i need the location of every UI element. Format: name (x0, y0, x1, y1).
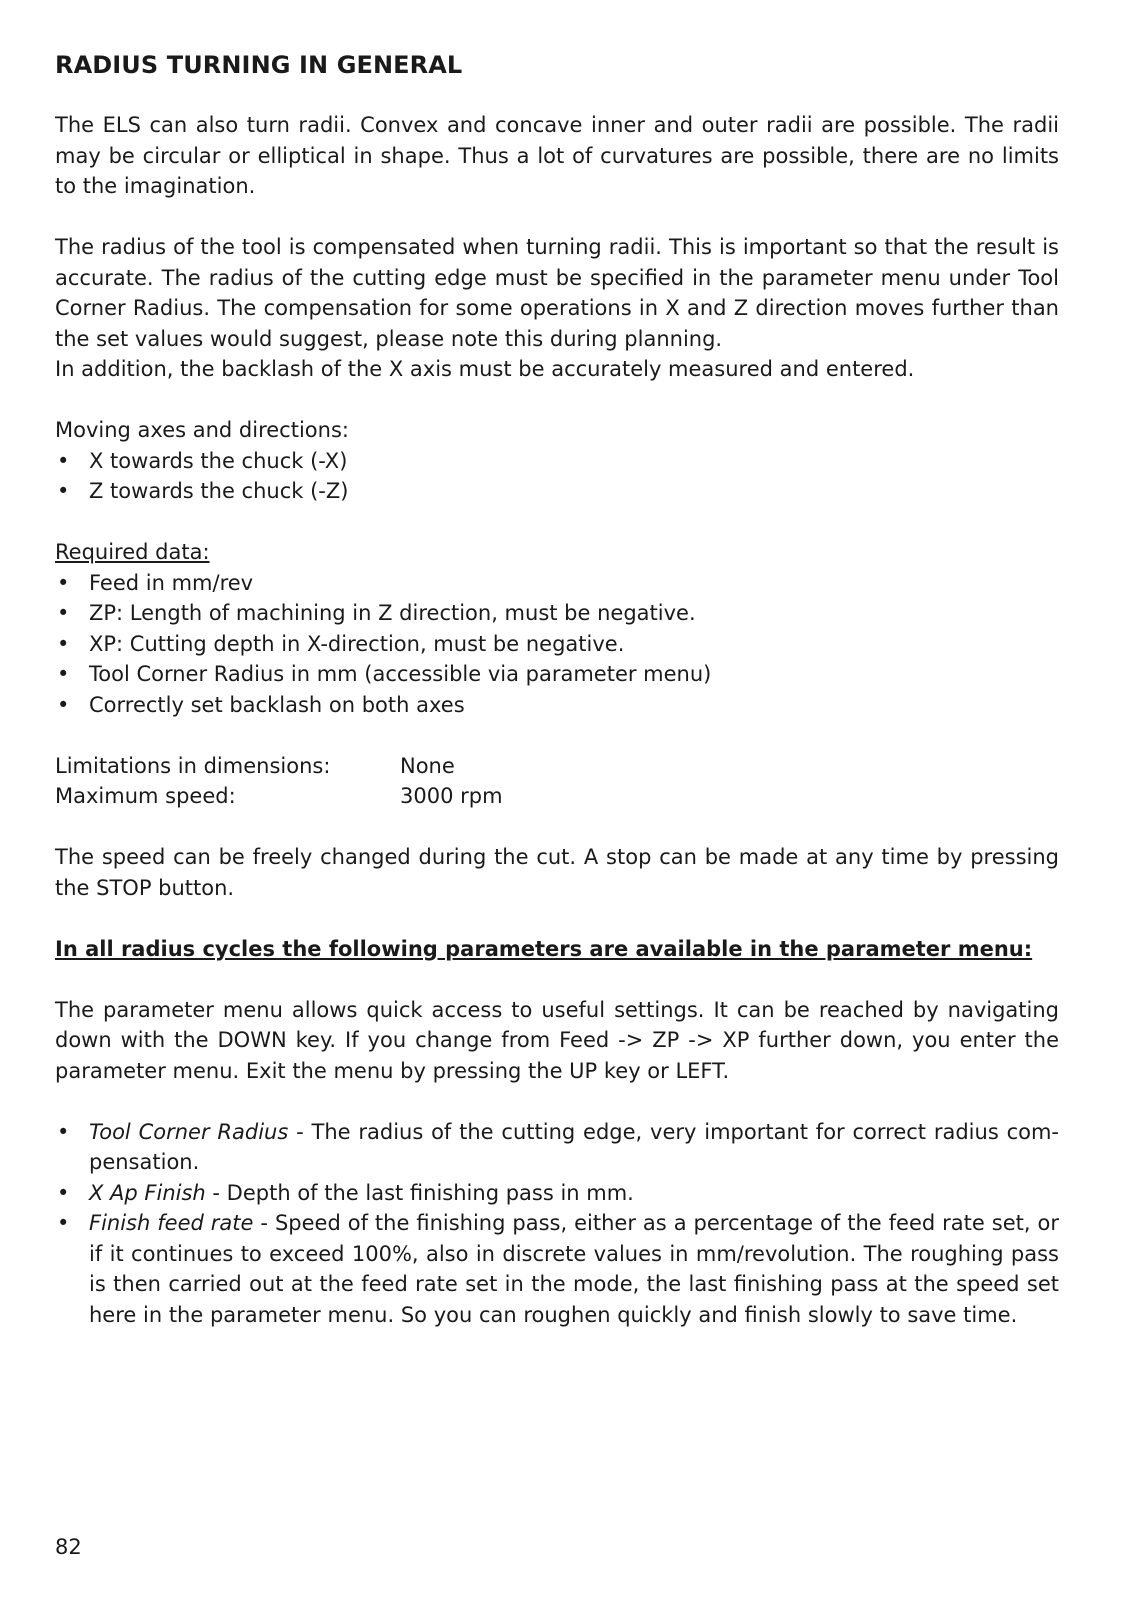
required-data-list (55, 568, 1059, 721)
list-item-text: ZP: Length of machining in Z direction, must be negative. (89, 601, 696, 625)
max-speed-label: Maximum speed: (55, 784, 236, 808)
list-item-text: XP: Cutting depth in X-direction, must be negative. (89, 631, 625, 656)
parameter-menu-paragraph: The parameter menu allows quick access to useful settings. It can be reached by navigating down with the DOWN key. If you change from Feed -> ZP -> XP further down, you enter the parameter menu. Exit the menu by pressing the UP key or LEFT. (55, 997, 1059, 1083)
spacer (55, 1086, 1059, 1117)
list-item (55, 629, 1059, 660)
spacer (55, 903, 1059, 934)
parameter-section-heading: In all radius cycles the following parameters are available in the parameter menu: (55, 936, 1033, 961)
list-item (55, 476, 1059, 507)
bullet-icon: • (57, 601, 70, 625)
parameter-name: X Ap Finish (89, 1180, 206, 1205)
page-title: RADIUS TURNING IN GENERAL (55, 51, 463, 79)
bullet-icon: • (57, 570, 70, 595)
spacer (55, 720, 1059, 751)
page-number: 82 (55, 1535, 82, 1559)
list-item (55, 598, 1059, 629)
moving-axes-heading: Moving axes and directions: (55, 418, 349, 442)
bullet-icon: • (57, 692, 70, 717)
speed-paragraph: The speed can be freely changed during the cut. A stop can be made at any time by pressing the STOP button. (55, 845, 1059, 900)
limits-row (55, 751, 1059, 782)
limits-label: Limitations in dimensions: (55, 753, 331, 778)
parameter-item (55, 1208, 1059, 1330)
list-item (55, 568, 1059, 599)
max-speed-value: 3000 rpm (400, 784, 503, 808)
list-item-text: Feed in mm/rev (89, 570, 254, 595)
parameter-name: Finish feed rate (89, 1211, 254, 1235)
bullet-icon: • (57, 1211, 70, 1235)
max-speed-row (55, 781, 1059, 812)
bullet-icon: • (57, 448, 70, 473)
spacer (55, 812, 1059, 843)
spacer (55, 202, 1059, 233)
list-item (55, 690, 1059, 721)
bullet-icon: • (57, 1119, 70, 1144)
limits-value: None (400, 753, 455, 778)
document-page (55, 48, 1059, 1330)
intro-paragraph: The ELS can also turn radii. Convex and concave inner and outer radii are possible. The radii may be circular or elliptical in shape. Thus a lot of curvatures are possible, there are no limits to the imagination. (55, 113, 1059, 198)
spacer (55, 507, 1059, 538)
compensation-paragraph: The radius of the tool is compensated when turning radii. This is important so that the result is accurate. The radius of the cutting edge must be specified in the parameter menu under Tool Corner Radius. The compensation for some operations in X and Z direction moves further than the set values would suggest, please note this during planning. (55, 235, 1059, 351)
required-data-heading: Required data: (55, 540, 210, 564)
bullet-icon: • (57, 662, 70, 686)
spacer (55, 964, 1059, 995)
list-item (55, 659, 1059, 690)
parameter-item (55, 1117, 1059, 1178)
bullet-icon: • (57, 631, 70, 656)
parameter-item (55, 1178, 1059, 1209)
parameter-desc: - The radius of the cutting edge, very important for correct radius com-pensation. (89, 1119, 1060, 1174)
parameter-list (55, 1117, 1059, 1331)
moving-axes-list (55, 446, 1059, 507)
bullet-icon: • (57, 479, 70, 503)
parameter-name: Tool Corner Radius (89, 1119, 289, 1144)
parameter-desc: - Speed of the finishing pass, either as a percentage of the feed rate set, or if it continues to exceed 100%, also in discrete values in mm/revolution. The roughing pass is then carried out at the feed rate set in the mode, the last finishing pass at the speed set here in the parameter menu. So you can roughen quickly and finish slowly to save time. (89, 1211, 1059, 1327)
list-item-text: Correctly set backlash on both axes (89, 692, 465, 717)
list-item-text: Z towards the chuck (-Z) (89, 479, 349, 503)
list-item (55, 446, 1059, 477)
parameter-desc: - Depth of the last finishing pass in mm. (205, 1180, 634, 1205)
list-item-text: X towards the chuck (-X) (89, 448, 348, 473)
list-item-text: Tool Corner Radius in mm (accessible via parameter menu) (89, 662, 712, 686)
bullet-icon: • (57, 1180, 70, 1205)
spacer (55, 385, 1059, 416)
backlash-line: In addition, the backlash of the X axis must be accurately measured and entered. (55, 357, 915, 381)
